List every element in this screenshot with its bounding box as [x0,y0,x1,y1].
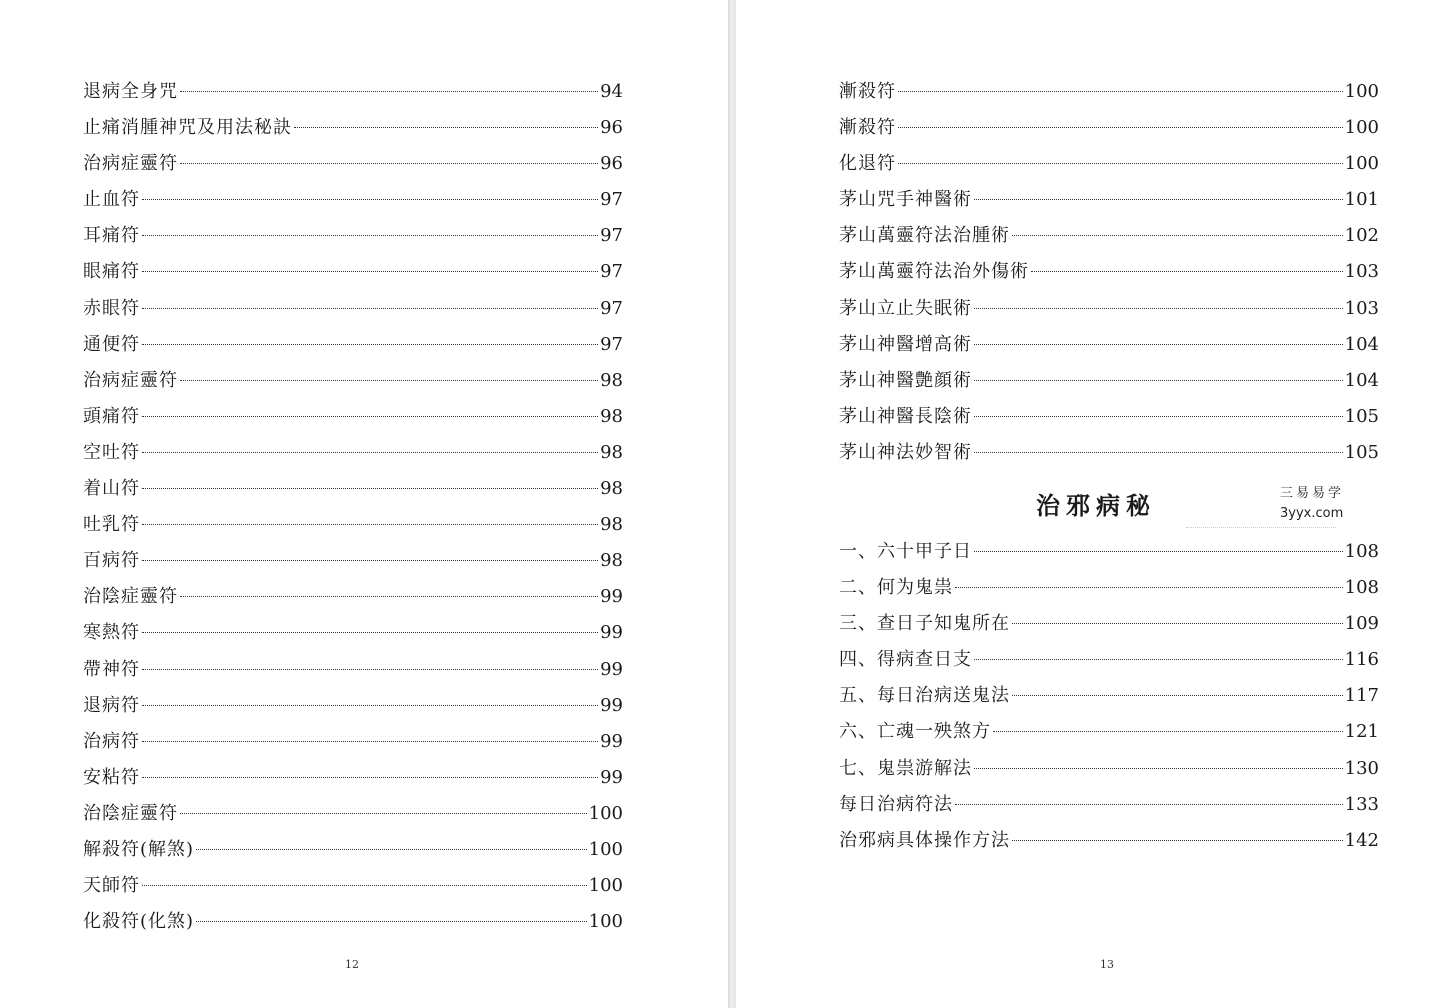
toc-entry-page: 105 [1344,405,1379,427]
dot-leader [1012,840,1343,841]
dot-leader [142,669,598,670]
dot-leader [955,587,1343,588]
toc-entry [83,507,623,543]
dot-leader [1012,623,1343,624]
toc-entry [83,399,623,435]
toc-entry [839,570,1379,606]
toc-entry-page: 100 [588,875,623,897]
toc-entry-title: 茅山萬靈符法治外傷術 [839,261,1029,283]
dot-leader [974,416,1343,417]
toc-entry [83,543,623,579]
toc-entry-title: 茅山咒手神醫術 [839,189,972,211]
watermark-url: 3yyx.com [1280,506,1344,521]
toc-entry-title: 止血符 [83,189,140,211]
toc-entry-page: 104 [1344,333,1379,355]
toc-entry-page: 130 [1344,757,1379,779]
toc-entry-page: 103 [1344,297,1379,319]
toc-entry-title: 空吐符 [83,441,140,463]
toc-entry-page: 109 [1344,613,1379,635]
toc-entry [83,615,623,651]
toc-entry-page: 99 [600,586,623,608]
toc-entry-title: 通便符 [83,333,140,355]
right-page [736,0,1440,1008]
toc-entry-page: 99 [600,622,623,644]
toc-entry-title: 茅山萬靈符法治腫術 [839,225,1010,247]
dot-leader [974,452,1343,453]
dot-leader [974,768,1343,769]
toc-entry-page: 104 [1344,369,1379,391]
toc-entry-title: 五、每日治病送鬼法 [839,685,1010,707]
watermark-name: 三易易学 [1280,486,1345,501]
toc-entry-title: 七、鬼祟游解法 [839,757,972,779]
toc-entry [839,291,1379,327]
toc-entry [839,254,1379,290]
toc-entry-page: 116 [1344,649,1379,671]
dot-leader [196,849,587,850]
dot-leader [142,344,598,345]
toc-entry-page: 98 [600,369,623,391]
toc-entry-page: 99 [600,658,623,680]
dot-leader [993,731,1343,732]
toc-entry-title: 治邪病具体操作方法 [839,829,1010,851]
dot-leader [974,308,1343,309]
toc-entry [83,254,623,290]
toc-entry-page: 98 [600,550,623,572]
toc-entry-page: 97 [600,189,623,211]
toc-entry-page: 98 [600,514,623,536]
toc-entry-page: 100 [1344,117,1379,139]
dot-leader [142,705,598,706]
toc-entry-title: 三、查日子知鬼所在 [839,613,1010,635]
watermark [1280,484,1344,524]
toc-entry [839,110,1379,146]
toc-entry-page: 97 [600,297,623,319]
toc-entry [839,182,1379,218]
toc-entry-title: 漸殺符 [839,81,896,102]
dot-leader [974,551,1343,552]
toc-entry [83,579,623,615]
toc-entry-title: 天師符 [83,875,140,897]
toc-entry [83,904,623,940]
toc-entry [839,435,1379,471]
toc-entry-page: 121 [1344,721,1379,743]
toc-entry-title: 六、亡魂一殃煞方 [839,721,991,743]
toc-entry-title: 安粘符 [83,766,140,788]
toc-entry-title: 化退符 [839,153,896,175]
toc-entry-title: 治病症靈符 [83,153,178,175]
toc-entry-title: 寒熱符 [83,622,140,644]
toc-entry-page: 100 [588,802,623,824]
toc-entry-page: 96 [600,153,623,175]
toc-entry-page: 100 [588,838,623,860]
dot-leader [142,199,598,200]
dot-leader [974,199,1343,200]
dot-leader [142,885,587,886]
dot-leader [142,777,598,778]
toc-entry-title: 二、何为鬼祟 [839,577,953,599]
toc-entry-title: 耳痛符 [83,225,140,247]
toc-entry [839,678,1379,714]
toc-entry-title: 退病符 [83,694,140,716]
toc-entry [839,218,1379,254]
toc-entry-page: 98 [600,478,623,500]
toc-entry-title: 頭痛符 [83,405,140,427]
toc-entry-title: 治陰症靈符 [83,586,178,608]
toc-entry [83,868,623,904]
dot-leader [142,488,598,489]
dot-leader [142,452,598,453]
toc-entry-title: 一、六十甲子日 [839,541,972,562]
right-page-number: 13 [1100,958,1114,971]
toc-entry [83,435,623,471]
dot-leader [142,741,598,742]
toc-entry-page: 99 [600,694,623,716]
toc-entry [83,146,623,182]
dot-leader [142,632,598,633]
toc-entry-page: 142 [1344,829,1379,851]
toc-entry-title: 帶神符 [83,658,140,680]
toc-entry-page: 99 [600,730,623,752]
toc-entry [83,327,623,363]
toc-entry [83,363,623,399]
toc-entry-page: 97 [600,261,623,283]
left-toc-list [83,74,623,940]
toc-entry [839,606,1379,642]
dot-leader [1012,695,1343,696]
toc-entry [839,399,1379,435]
toc-entry-page: 133 [1344,793,1379,815]
toc-entry-page: 105 [1344,441,1379,463]
toc-entry [839,642,1379,678]
dot-leader [294,127,598,128]
toc-entry-page: 100 [1344,81,1379,102]
toc-entry-page: 97 [600,333,623,355]
toc-entry-page: 103 [1344,261,1379,283]
toc-entry-title: 化殺符(化煞) [83,911,195,933]
dot-leader [142,235,598,236]
toc-entry-page: 117 [1344,685,1379,707]
toc-entry [83,724,623,760]
dot-leader [180,380,598,381]
watermark-dots [1186,527,1336,528]
dot-leader [142,560,598,561]
toc-entry-title: 茅山立止失眠術 [839,297,972,319]
toc-entry-title: 茅山神法妙智術 [839,441,972,463]
toc-entry-title: 止痛消腫神咒及用法秘訣 [83,117,292,139]
toc-entry-title: 茅山神醫艶顔術 [839,369,972,391]
dot-leader [196,921,587,922]
toc-entry [83,110,623,146]
toc-entry [83,688,623,724]
toc-entry [83,74,623,110]
toc-entry-page: 98 [600,441,623,463]
toc-entry-title: 百病符 [83,550,140,572]
toc-entry [83,291,623,327]
toc-entry-title: 着山符 [83,478,140,500]
toc-entry-title: 漸殺符 [839,117,896,139]
toc-entry-title: 茅山神醫增高術 [839,333,972,355]
toc-entry [83,182,623,218]
toc-entry-title: 解殺符(解煞) [83,838,195,860]
toc-entry [83,760,623,796]
dot-leader [180,91,598,92]
toc-entry [839,146,1379,182]
toc-entry [839,327,1379,363]
dot-leader [142,524,598,525]
toc-entry-page: 100 [1344,153,1379,175]
toc-entry-title: 茅山神醫長陰術 [839,405,972,427]
dot-leader [898,91,1343,92]
toc-entry-title: 每日治病符法 [839,793,953,815]
dot-leader [898,163,1343,164]
toc-entry [839,823,1379,859]
dot-leader [955,804,1343,805]
toc-entry [839,714,1379,750]
toc-entry-page: 97 [600,225,623,247]
right-toc-list [839,74,1379,471]
book-gutter [728,0,736,1008]
dot-leader [142,308,598,309]
section-toc-list [839,534,1379,859]
left-page-number: 12 [345,958,359,971]
toc-entry [83,832,623,868]
toc-entry [83,652,623,688]
toc-entry [83,796,623,832]
dot-leader [974,380,1343,381]
dot-leader [974,659,1343,660]
dot-leader [1012,235,1343,236]
dot-leader [142,271,598,272]
dot-leader [180,813,587,814]
toc-entry-page: 94 [600,81,623,102]
toc-entry [839,751,1379,787]
toc-entry-page: 98 [600,405,623,427]
toc-entry-page: 100 [588,911,623,933]
dot-leader [180,163,598,164]
toc-entry-page: 102 [1344,225,1379,247]
dot-leader [898,127,1343,128]
toc-entry [839,363,1379,399]
toc-entry-page: 96 [600,117,623,139]
toc-entry-title: 退病全身咒 [83,81,178,102]
toc-entry-title: 吐乳符 [83,514,140,536]
toc-entry-page: 99 [600,766,623,788]
dot-leader [180,596,598,597]
toc-entry-title: 四、得病查日支 [839,649,972,671]
dot-leader [1031,271,1343,272]
toc-entry-page: 101 [1344,189,1379,211]
toc-entry-title: 赤眼符 [83,297,140,319]
toc-entry-title: 眼痛符 [83,261,140,283]
toc-entry-title: 治病症靈符 [83,369,178,391]
toc-entry-page: 108 [1344,577,1379,599]
toc-entry-page: 108 [1344,541,1379,562]
toc-entry-title: 治陰症靈符 [83,802,178,824]
dot-leader [142,416,598,417]
toc-entry [83,471,623,507]
toc-entry [839,74,1379,110]
toc-entry [839,534,1379,570]
toc-entry [83,218,623,254]
toc-entry [839,787,1379,823]
section-heading: 治邪病秘 [1036,492,1156,520]
dot-leader [974,344,1343,345]
toc-entry-title: 治病符 [83,730,140,752]
